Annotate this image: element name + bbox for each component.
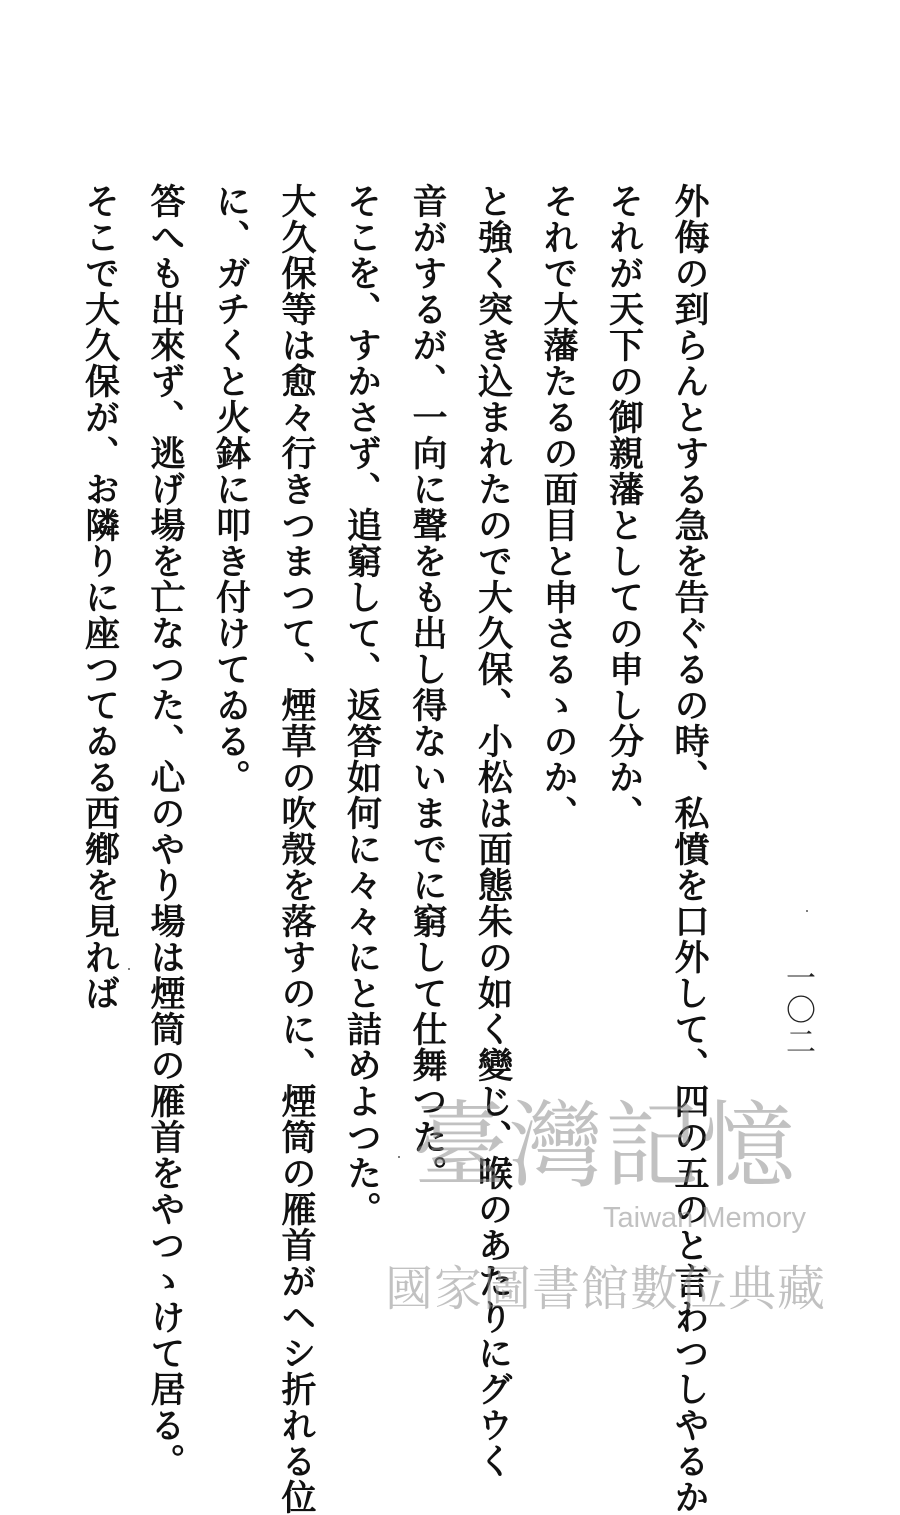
watermark-english: Taiwan Memory — [603, 1202, 807, 1234]
watermark-title: 臺灣記憶 — [413, 1092, 798, 1201]
text-line-2: それが天下の御親藩としての申し分か、 — [603, 183, 645, 831]
print-speck — [398, 1156, 400, 1158]
page-number: 一〇二 — [780, 962, 815, 1058]
text-line-5: 音がするが、一向に聲をも出し得ないまでに窮して仕舞つた。 — [407, 183, 448, 1191]
text-line-8: に、ガチくと火鉢に叩き付けてゐる。 — [210, 183, 252, 795]
text-line-3: それで大藩たるの面目と申さるゝのか、 — [538, 183, 579, 831]
text-line-4: と強く突き込まれたので大久保、小松は面態朱の如く變じ、喉のあたりにグウく — [472, 183, 514, 1479]
text-line-9: 答へも出來ず、逃げ場を亡なつた、心のやり場は煙筒の雁首をやつゝけて居る。 — [145, 183, 186, 1479]
print-speck — [128, 968, 130, 970]
print-speck — [806, 910, 808, 912]
text-line-10: そこで大久保が、お隣りに座つてゐる西鄕を見れば — [79, 183, 121, 1011]
text-line-7: 大久保等は愈々行きつまつて、煙草の吹殼を落すのに、煙筒の雁首がヘシ折れる位 — [276, 183, 317, 1515]
text-line-1: 外侮の到らんとする急を告ぐるの時、私憤を口外して、四の五のと言わつしやるか — [669, 183, 710, 1515]
text-line-6: そこを、すかさず、追窮して、返答如何に々々にと詰めよつた。 — [341, 183, 383, 1227]
watermark-subtitle: 國家圖書館數位典藏 — [385, 1261, 827, 1317]
